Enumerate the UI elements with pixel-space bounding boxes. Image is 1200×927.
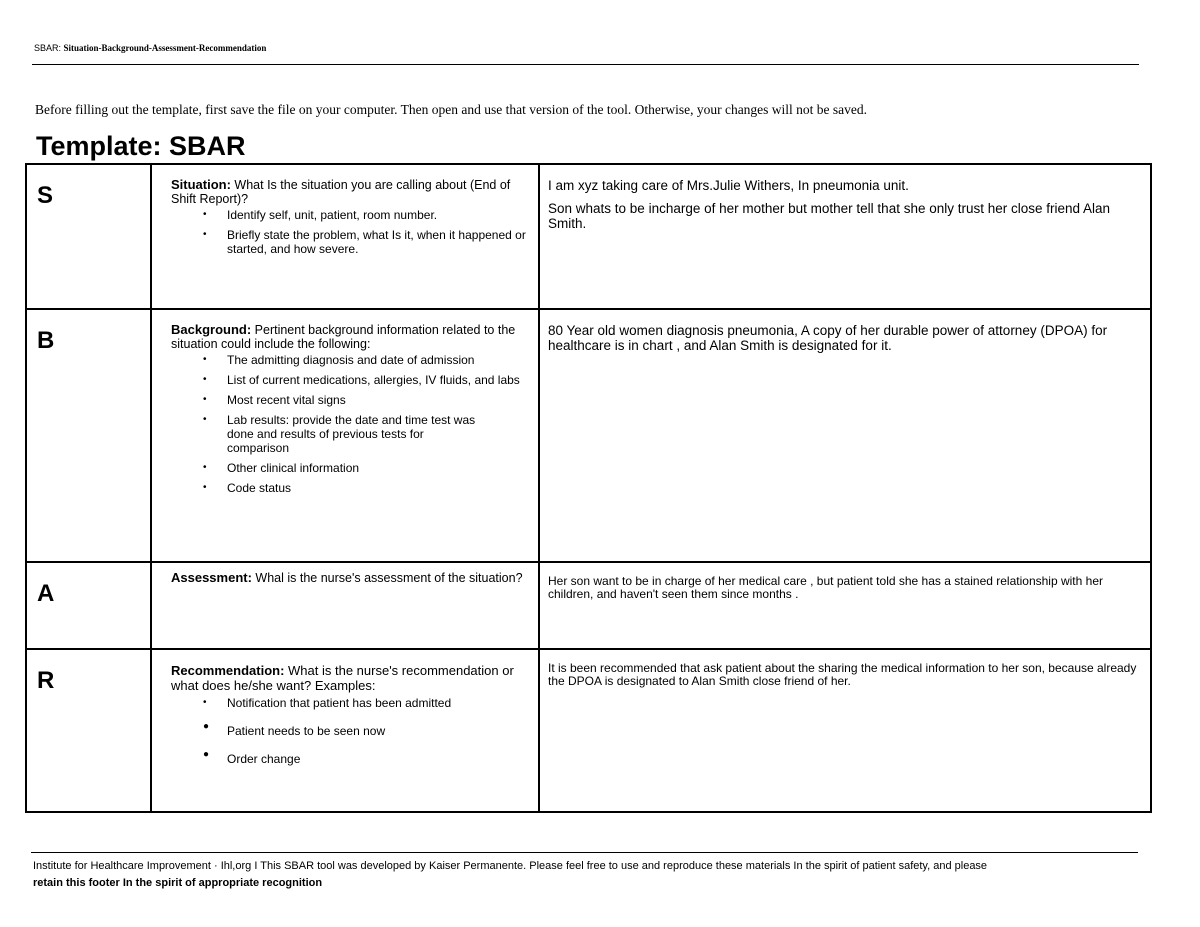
row-assessment — [26, 562, 1151, 649]
prompt-cell — [151, 164, 539, 309]
list-item: • The admitting diagnosis and date of admission — [203, 353, 530, 367]
answer-cell[interactable] — [539, 309, 1151, 562]
section-label: Background: — [171, 322, 252, 337]
answer-cell[interactable] — [539, 649, 1151, 812]
answer-text[interactable]: Son whats to be incharge of her mother but mother tell that she only trust her close friend Alan Smith. — [548, 201, 1111, 231]
page-footer — [33, 858, 1183, 892]
footer-line: Institute for Healthcare Improvement · Ihl,org I This SBAR tool was developed by Kaiser Permanente. Please feel free to use and reproduce these materials In the spirit of patient safety, and please — [33, 860, 988, 872]
section-label: Recommendation: — [171, 663, 285, 678]
letter-cell — [26, 562, 151, 649]
list-item: • Briefly state the problem, what Is it, when it happened or started, and how severe. — [203, 228, 530, 256]
header-prefix: SBAR: — [34, 43, 62, 53]
answer-text[interactable]: I am xyz taking care of Mrs.Julie Withers, In pneumonia unit. — [548, 178, 909, 193]
section-question: What Is the situation you are calling about (End of Shift Report)? — [171, 178, 511, 206]
prompt-cell — [151, 562, 539, 649]
section-question: What is the nurse's recommendation or what does he/she want? Examples: — [171, 663, 514, 693]
header-divider — [32, 64, 1139, 65]
answer-cell[interactable] — [539, 562, 1151, 649]
answer-text[interactable]: It is been recommended that ask patient about the sharing the medical information to her son, because already the DPOA is designated to Alan Smith close friend of her. — [548, 661, 1137, 688]
list-item: • Lab results: provide the date and time test was done and results of previous tests for comparison — [203, 413, 530, 455]
prompt-cell — [151, 309, 539, 562]
section-question: Whal is the nurse's assessment of the situation? — [255, 571, 523, 585]
prompt-bullets — [171, 353, 530, 495]
footer-divider — [31, 852, 1138, 853]
answer-text[interactable]: 80 Year old women diagnosis pneumonia, A copy of her durable power of attorney (DPOA) for healthcare is in chart , and Alan Smith is designated for it. — [548, 323, 1108, 353]
prompt-cell — [151, 649, 539, 812]
list-item: • Other clinical information — [203, 461, 530, 475]
row-letter: R — [37, 667, 55, 694]
list-item: • Notification that patient has been admitted — [203, 696, 530, 710]
row-situation — [26, 164, 1151, 309]
header-title: Situation-Background-Assessment-Recommendation — [63, 43, 267, 53]
intro-instructions: Before filling out the template, first save the file on your computer. Then open and use that version of the tool. Otherwise, your changes will not be saved. — [35, 102, 868, 117]
section-label: Assessment: — [171, 570, 252, 585]
sbar-table — [25, 163, 1152, 813]
answer-text[interactable]: Her son want to be in charge of her medical care , but patient told she has a stained relationship with her children, and haven't seen them since months . — [548, 574, 1103, 601]
list-item: ● Patient needs to be seen now — [203, 724, 530, 738]
row-recommendation — [26, 649, 1151, 812]
row-letter: A — [37, 580, 55, 607]
list-item: • Identify self, unit, patient, room number. — [203, 208, 530, 222]
page-header — [34, 43, 266, 53]
row-background — [26, 309, 1151, 562]
list-item: • Code status — [203, 481, 530, 495]
row-letter: B — [37, 327, 55, 354]
letter-cell — [26, 309, 151, 562]
list-item: ● Order change — [203, 752, 530, 766]
list-item: • Most recent vital signs — [203, 393, 530, 407]
letter-cell — [26, 164, 151, 309]
letter-cell — [26, 649, 151, 812]
footer-line: retain this footer In the spirit of appropriate recognition — [33, 877, 323, 889]
section-question: Pertinent background information related to the situation could include the following: — [171, 323, 516, 351]
template-title: Template: SBAR — [36, 131, 246, 161]
prompt-bullets — [171, 208, 530, 256]
answer-cell[interactable] — [539, 164, 1151, 309]
section-label: Situation: — [171, 177, 231, 192]
row-letter: S — [37, 182, 54, 209]
list-item: • List of current medications, allergies, IV fluids, and labs — [203, 373, 530, 387]
prompt-bullets — [171, 696, 530, 766]
